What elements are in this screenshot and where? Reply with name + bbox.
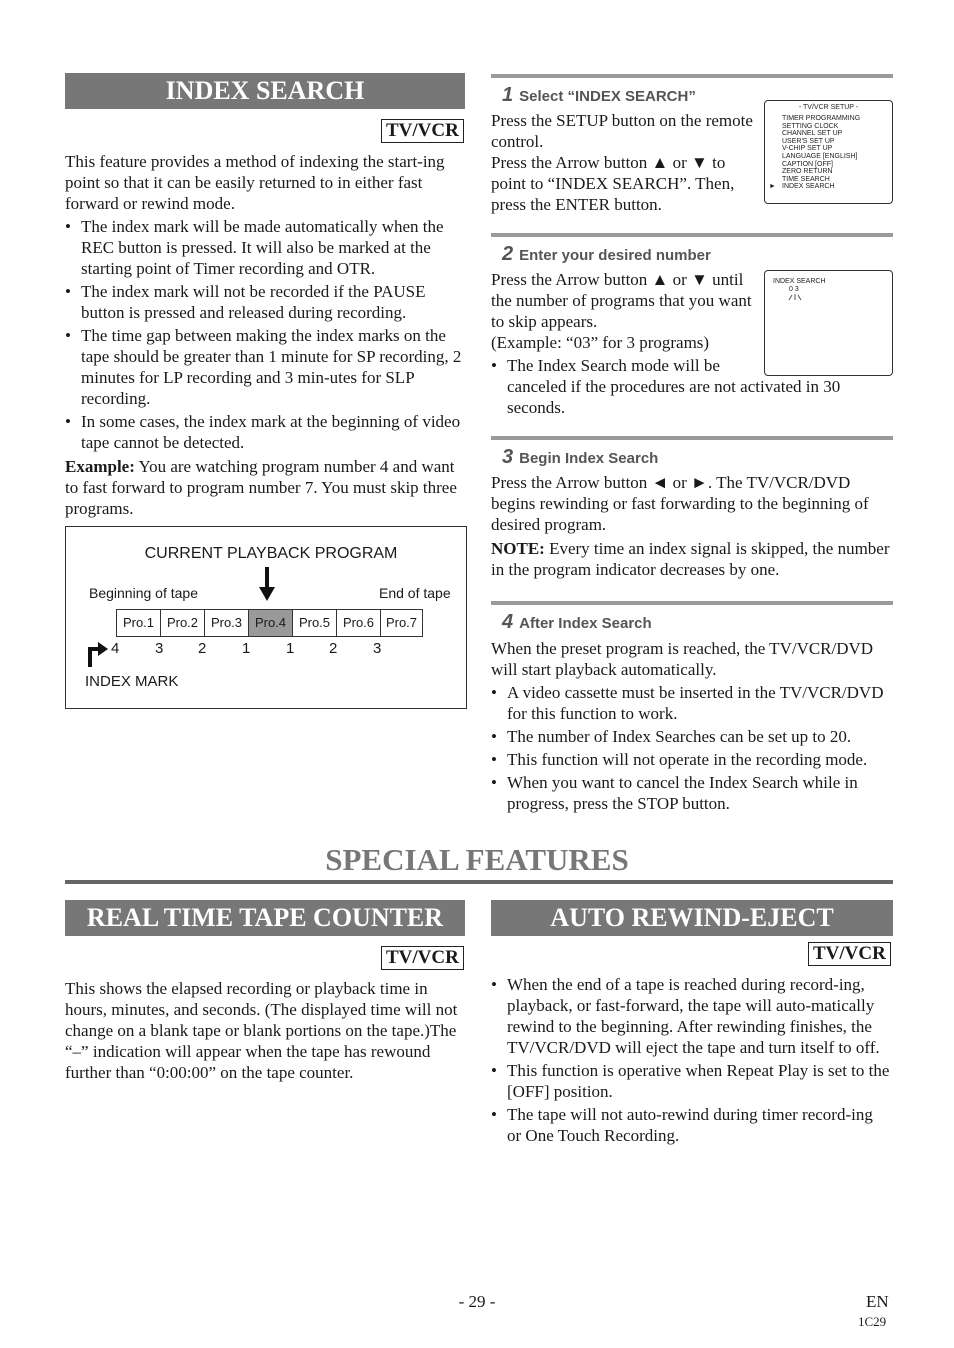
list-item: • This function will not operate in the recording mode.: [491, 749, 893, 770]
index-mark-arrow-icon: [86, 641, 110, 667]
list-item: • The tape will not auto-rewind during timer record-ing or One Touch Recording.: [491, 1104, 891, 1146]
beginning-of-tape-label: Beginning of tape: [89, 585, 198, 601]
skip-count: 3: [373, 640, 382, 657]
skip-count: 3: [155, 640, 164, 657]
step-1-text: Press the SETUP button on the remote control. Press the Arrow button ▲ or ▼ to point to “INDEX SEARCH”. Then, press the ENTER button.: [491, 111, 753, 214]
step-divider: [491, 601, 893, 605]
end-of-tape-label: End of tape: [379, 585, 451, 601]
step-1-heading: 1 Select “INDEX SEARCH”: [502, 84, 696, 106]
tv-vcr-badge: TV/VCR: [381, 946, 464, 970]
menu-item: USER'S SET UP: [782, 137, 835, 145]
menu-item: SETTING CLOCK: [782, 122, 839, 130]
list-item: • The number of Index Searches can be set up to 20.: [491, 726, 893, 747]
step-4-text: When the preset program is reached, the TV/VCR/DVD will start playback automatically.: [491, 639, 874, 679]
list-item: • The time gap between making the index marks on the tape should be greater than 1 minute for SP recording, 2 minutes for LP recording and 3 min-utes for SLP recording.: [65, 325, 467, 409]
current-playback-label: CURRENT PLAYBACK PROGRAM: [144, 545, 398, 562]
screen-value: 0 3: [789, 286, 799, 293]
step-3-heading: 3 Begin Index Search: [502, 446, 659, 468]
step-2-heading: 2 Enter your desired number: [502, 243, 711, 265]
example-text: You are watching program number 4 and want to fast forward to program number 7. You must skip three programs.: [65, 457, 457, 518]
menu-item: CAPTION [OFF]: [782, 160, 833, 168]
arrow-down-icon: ▼: [691, 153, 708, 172]
step-2-bullet: • The Index Search mode will be canceled if the procedures are not activated in 30 seconds.: [491, 356, 841, 417]
menu-item: TIME SEARCH: [782, 175, 830, 183]
arrow-left-icon: ◄: [651, 473, 669, 492]
menu-item: TIMER PROGRAMMING: [782, 115, 861, 122]
menu-item-selected: INDEX SEARCH: [782, 183, 835, 191]
auto-rewind-bullets: [491, 974, 891, 1148]
skip-count: 4: [111, 640, 120, 657]
arrow-up-icon: ▲: [651, 270, 669, 289]
list-item: • A video cassette must be inserted in the TV/VCR/DVD for this function to work.: [491, 682, 893, 724]
arrow-right-icon: ►: [691, 473, 708, 492]
step-4-bullets: [491, 682, 893, 816]
tv-vcr-badge: TV/VCR: [808, 942, 891, 966]
list-item: • In some cases, the index mark at the beginning of video tape cannot be detected.: [65, 411, 467, 453]
skip-count: 1: [286, 640, 295, 657]
step-divider: [491, 233, 893, 237]
program-cell: Pro.2: [161, 610, 205, 636]
menu-item: LANGUAGE [ENGLISH]: [782, 152, 858, 160]
program-cell: Pro.1: [117, 610, 161, 636]
step-4-heading: 4 After Index Search: [502, 611, 652, 633]
page-number: - 29 -: [458, 1292, 496, 1311]
list-item: • When you want to cancel the Index Search while in progress, press the STOP button.: [491, 772, 893, 814]
program-cell: Pro.3: [205, 610, 249, 636]
arrow-up-icon: ▲: [651, 153, 669, 172]
blink-icon: [785, 293, 805, 301]
section-divider: [65, 880, 893, 884]
menu-item: ZERO RETURN: [782, 168, 833, 176]
list-item: • This function is operative when Repeat Play is set to the [OFF] position.: [491, 1060, 891, 1102]
menu-item: CHANNEL SET UP: [782, 130, 843, 138]
language-code: EN: [866, 1292, 889, 1311]
index-mark-label: INDEX MARK: [85, 673, 179, 690]
list-item: • The index mark will be made automatically when the REC button is pressed. It will also be marked at the starting point of Timer recording and OTR.: [65, 216, 467, 279]
skip-count: 2: [198, 640, 207, 657]
index-diagram: [65, 526, 467, 709]
special-features-title: SPECIAL FEATURES: [325, 842, 629, 877]
cursor-icon: ►: [769, 183, 776, 190]
skip-count: 1: [242, 640, 251, 657]
index-search-intro: This feature provides a method of indexing the start-ing point so that it can be easily returned to in either fast forward or rewind mode.: [65, 152, 445, 213]
list-item: • The index mark will not be recorded if the PAUSE button is pressed and released during recording.: [65, 281, 467, 323]
step-divider: [491, 436, 893, 440]
screen-label: INDEX SEARCH: [773, 278, 826, 285]
program-cell: Pro.7: [381, 610, 423, 636]
real-time-counter-title: REAL TIME TAPE COUNTER: [65, 900, 465, 936]
auto-rewind-eject-title: AUTO REWIND-EJECT: [491, 900, 893, 936]
index-search-bullets: [65, 216, 467, 455]
arrow-down-icon: ▼: [691, 270, 708, 289]
setup-menu-screen: - TV/VCR SETUP - TIMER PROGRAMMING SETTING CLOCK CHANNEL SET UP USER'S SET UP V-CHIP SET UP LANGUAGE [ENGLISH] CAPTION [OFF] ZERO RETURN TIME SEARCH INDEX SEARCH ►: [764, 100, 893, 204]
program-cell: Pro.6: [337, 610, 381, 636]
example-label: Example:: [65, 457, 135, 476]
program-cell: Pro.5: [293, 610, 337, 636]
index-search-title: INDEX SEARCH: [65, 73, 465, 109]
step-divider: [491, 74, 893, 78]
program-cell-current: Pro.4: [249, 610, 293, 636]
step-3-note: NOTE: Every time an index signal is skipped, the number in the program indicator decreases by one.: [491, 539, 890, 579]
menu-item: V-CHIP SET UP: [782, 145, 833, 153]
skip-count: 2: [329, 640, 338, 657]
real-time-counter-text: This shows the elapsed recording or playback time in hours, minutes, and seconds. (The displayed time will not change on a blank tape or blank portions on the tape.)The “–” indication will appear when the tape has rewound further than “0:00:00” on the tape counter.: [65, 979, 458, 1082]
example-paragraph: [65, 456, 465, 519]
program-strip: [116, 609, 423, 637]
arrow-down-icon: [259, 567, 275, 601]
step-2-text: Press the Arrow button ▲ or ▼ until the number of programs that you want to skip appears. (Example: “03” for 3 programs): [491, 270, 752, 352]
document-code: 1C29: [858, 1314, 887, 1329]
tv-vcr-badge: TV/VCR: [381, 119, 464, 143]
step-3-text: Press the Arrow button ◄ or ►. The TV/VCR/DVD begins rewinding or fast forwarding to the beginning of desired program.: [491, 473, 869, 534]
list-item: • When the end of a tape is reached during record-ing, playback, or fast-forward, the tape will auto-matically rewind to the beginning. After rewinding finishes, the TV/VCR/DVD will eject the tape and turn itself to off.: [491, 974, 891, 1058]
